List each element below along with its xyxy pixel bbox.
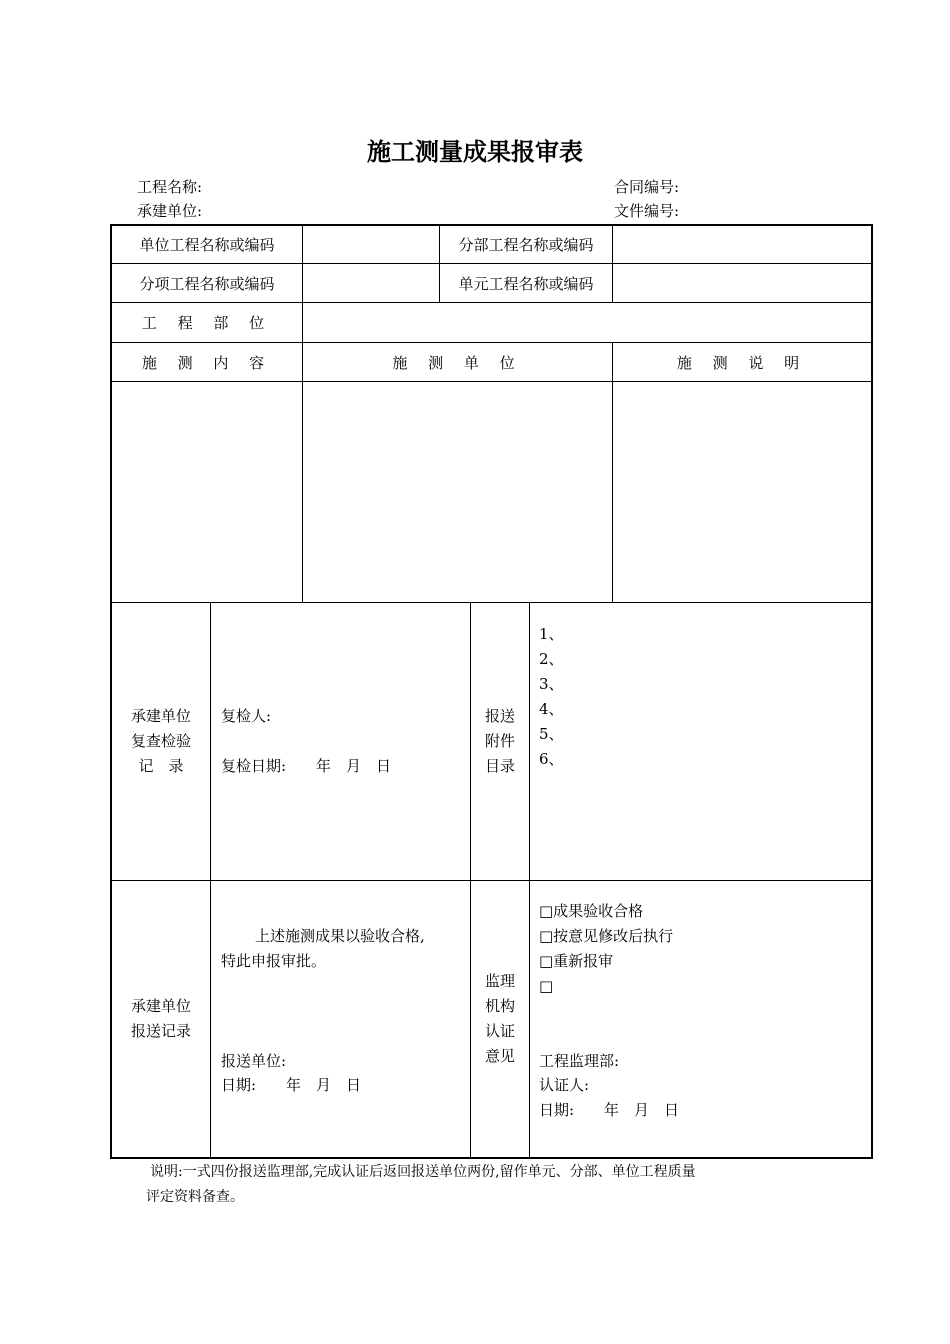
supervision-dept-label: 工程监理部: xyxy=(539,1052,620,1070)
attachments-label: 报送 附件 目录 xyxy=(484,707,515,775)
submit-side-label: 承建单位 报送记录 xyxy=(130,997,191,1040)
note-area[interactable] xyxy=(613,382,871,602)
submit-statement: 上述施测成果以验收合格, 特此申报审批。 xyxy=(221,927,425,970)
subitem-project-label: 分项工程名称或编码 xyxy=(139,274,275,293)
content-area[interactable] xyxy=(112,382,302,602)
unit-project-field[interactable] xyxy=(303,226,439,263)
col-note-header: 施 测 说 明 xyxy=(676,353,808,372)
list-item[interactable]: 4、 xyxy=(539,700,564,718)
supervision-options xyxy=(539,899,673,999)
recheck-date-label: 复检日期: 年 月 日 xyxy=(221,757,392,775)
contractor-label: 承建单位: xyxy=(137,202,203,220)
page-title: 施工测量成果报审表 xyxy=(367,138,583,166)
footnote-line1: 说明:一式四份报送监理部,完成认证后返回报送单位两份,留作单元、分部、单位工程质量 xyxy=(150,1164,696,1180)
col-divider xyxy=(210,602,211,1159)
unit-project-label: 单位工程名称或编码 xyxy=(139,236,275,254)
file-no-label: 文件编号: xyxy=(614,202,680,220)
option-revise-checkbox[interactable]: □按意见修改后执行 xyxy=(539,927,674,945)
list-item[interactable]: 2、 xyxy=(539,650,564,668)
col-content-header: 施 测 内 容 xyxy=(141,353,273,372)
list-item[interactable]: 5、 xyxy=(539,725,564,743)
certifier-label: 认证人: xyxy=(539,1076,590,1094)
supervision-date-label: 日期: 年 月 日 xyxy=(539,1101,680,1119)
subitem-project-field[interactable] xyxy=(303,264,439,302)
option-resubmit-checkbox[interactable]: □重新报审 xyxy=(539,952,614,970)
division-project-label: 分部工程名称或编码 xyxy=(458,236,594,254)
unit-area[interactable] xyxy=(303,382,612,602)
option-other-checkbox[interactable]: □ xyxy=(539,977,554,995)
list-item[interactable]: 1、 xyxy=(539,625,564,643)
element-project-field[interactable] xyxy=(613,264,871,302)
col-unit-header: 施 测 单 位 xyxy=(392,353,523,372)
division-project-field[interactable] xyxy=(613,226,871,263)
rechecker-label: 复检人: xyxy=(221,707,272,725)
supervision-label: 监理 机构 认证 意见 xyxy=(484,972,515,1065)
contract-no-label: 合同编号: xyxy=(614,178,680,196)
project-name-label: 工程名称: xyxy=(137,178,203,196)
col-divider xyxy=(529,602,530,1159)
list-item[interactable]: 3、 xyxy=(539,675,564,693)
location-label: 工 程 部 位 xyxy=(141,314,273,332)
location-field[interactable] xyxy=(303,303,871,342)
recheck-side-label: 承建单位 复查检验 记 录 xyxy=(130,707,191,775)
element-project-label: 单元工程名称或编码 xyxy=(458,274,594,293)
list-item[interactable]: 6、 xyxy=(539,750,564,768)
submit-unit-label: 报送单位: xyxy=(221,1052,287,1070)
submit-date-label: 日期: 年 月 日 xyxy=(221,1076,362,1094)
option-approved-checkbox[interactable]: □成果验收合格 xyxy=(539,902,644,920)
attachment-list xyxy=(539,622,564,772)
footnote-line2: 评定资料备查。 xyxy=(146,1189,244,1205)
